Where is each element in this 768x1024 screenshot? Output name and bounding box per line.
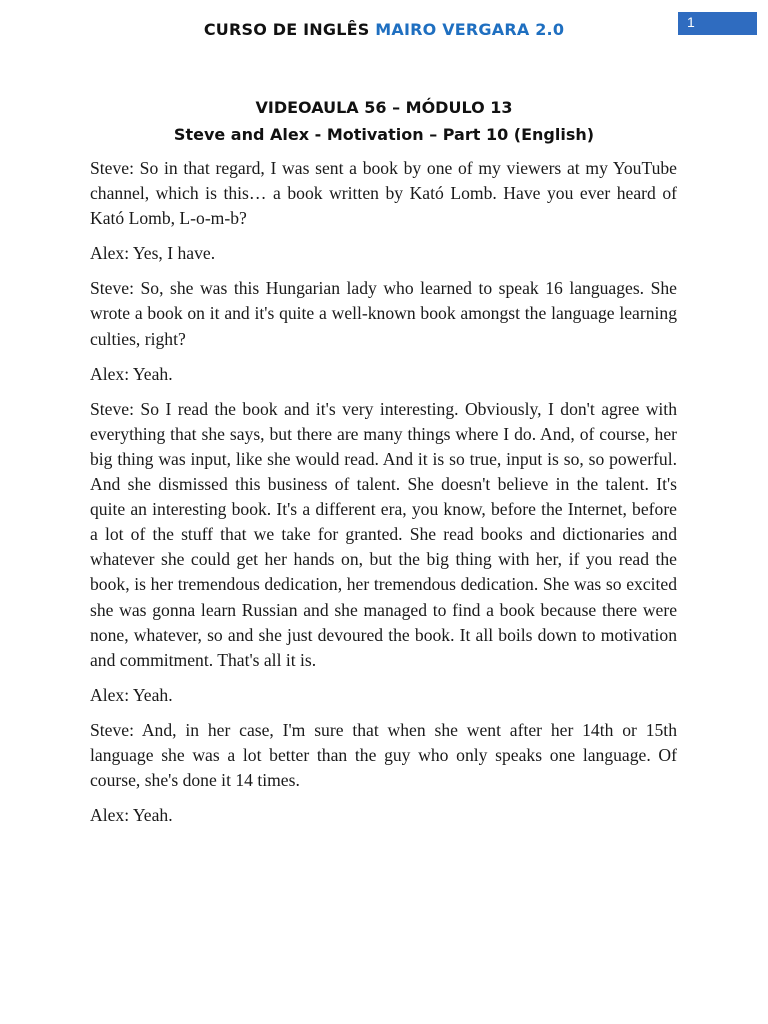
transcript-paragraph: Steve: So, she was this Hungarian lady who learned to speak 16 languages. She wrote a book on it and it's quite a well-known book amongst the language learning culties, right?	[90, 278, 677, 349]
transcript-paragraph: Steve: So in that regard, I was sent a book by one of my viewers at my YouTube channel, which is this… a book written by Kató Lomb. Have you ever heard of Kató Lomb, L-o-m-b?	[90, 158, 677, 229]
lesson-title-subject: Steve and Alex - Motivation – Part 10 (English)	[173, 125, 595, 144]
transcript-paragraph: Steve: So I read the book and it's very interesting. Obviously, I don't agree with everything that she says, but there are many things where I do. And, of course, her big thing was input, like she would read. And it is so true, input is so, so powerful. And she dismissed this business of talent. She doesn't believe in the talent. It's quite an interesting book. It's a different era, you know, before the Internet, before a lot of the stuff that we take for granted. She read books and dictionaries and whatever she could get her hands on, but the big thing with her, if you read the book, is her tremendous dedication, her tremendous dedication. She was so excited she was gonna learn Russian and she managed to find a book because there were none, whatever, so and she just devoured the book. It all boils down to motivation and commitment. That's all it is.	[90, 398, 677, 670]
header-brand: MAIRO VERGARA 2.0	[375, 20, 565, 39]
header-course-label: CURSO DE INGLÊS	[203, 20, 370, 39]
transcript-paragraph: Alex: Yes, I have.	[90, 243, 216, 264]
transcript-paragraph: Alex: Yeah.	[90, 805, 173, 826]
page-number-badge: 1	[678, 12, 757, 35]
transcript-body	[90, 156, 677, 838]
document-header	[0, 20, 768, 39]
transcript-paragraph: Alex: Yeah.	[90, 363, 173, 384]
transcript-paragraph: Steve: And, in her case, I'm sure that when she went after her 14th or 15th language she was a lot better than the guy who only speaks one language. Of course, she's done it 14 times.	[90, 719, 677, 791]
transcript-paragraph: Alex: Yeah.	[90, 684, 173, 705]
lesson-title-module: VIDEOAULA 56 – MÓDULO 13	[255, 98, 513, 117]
lesson-title	[0, 94, 768, 148]
